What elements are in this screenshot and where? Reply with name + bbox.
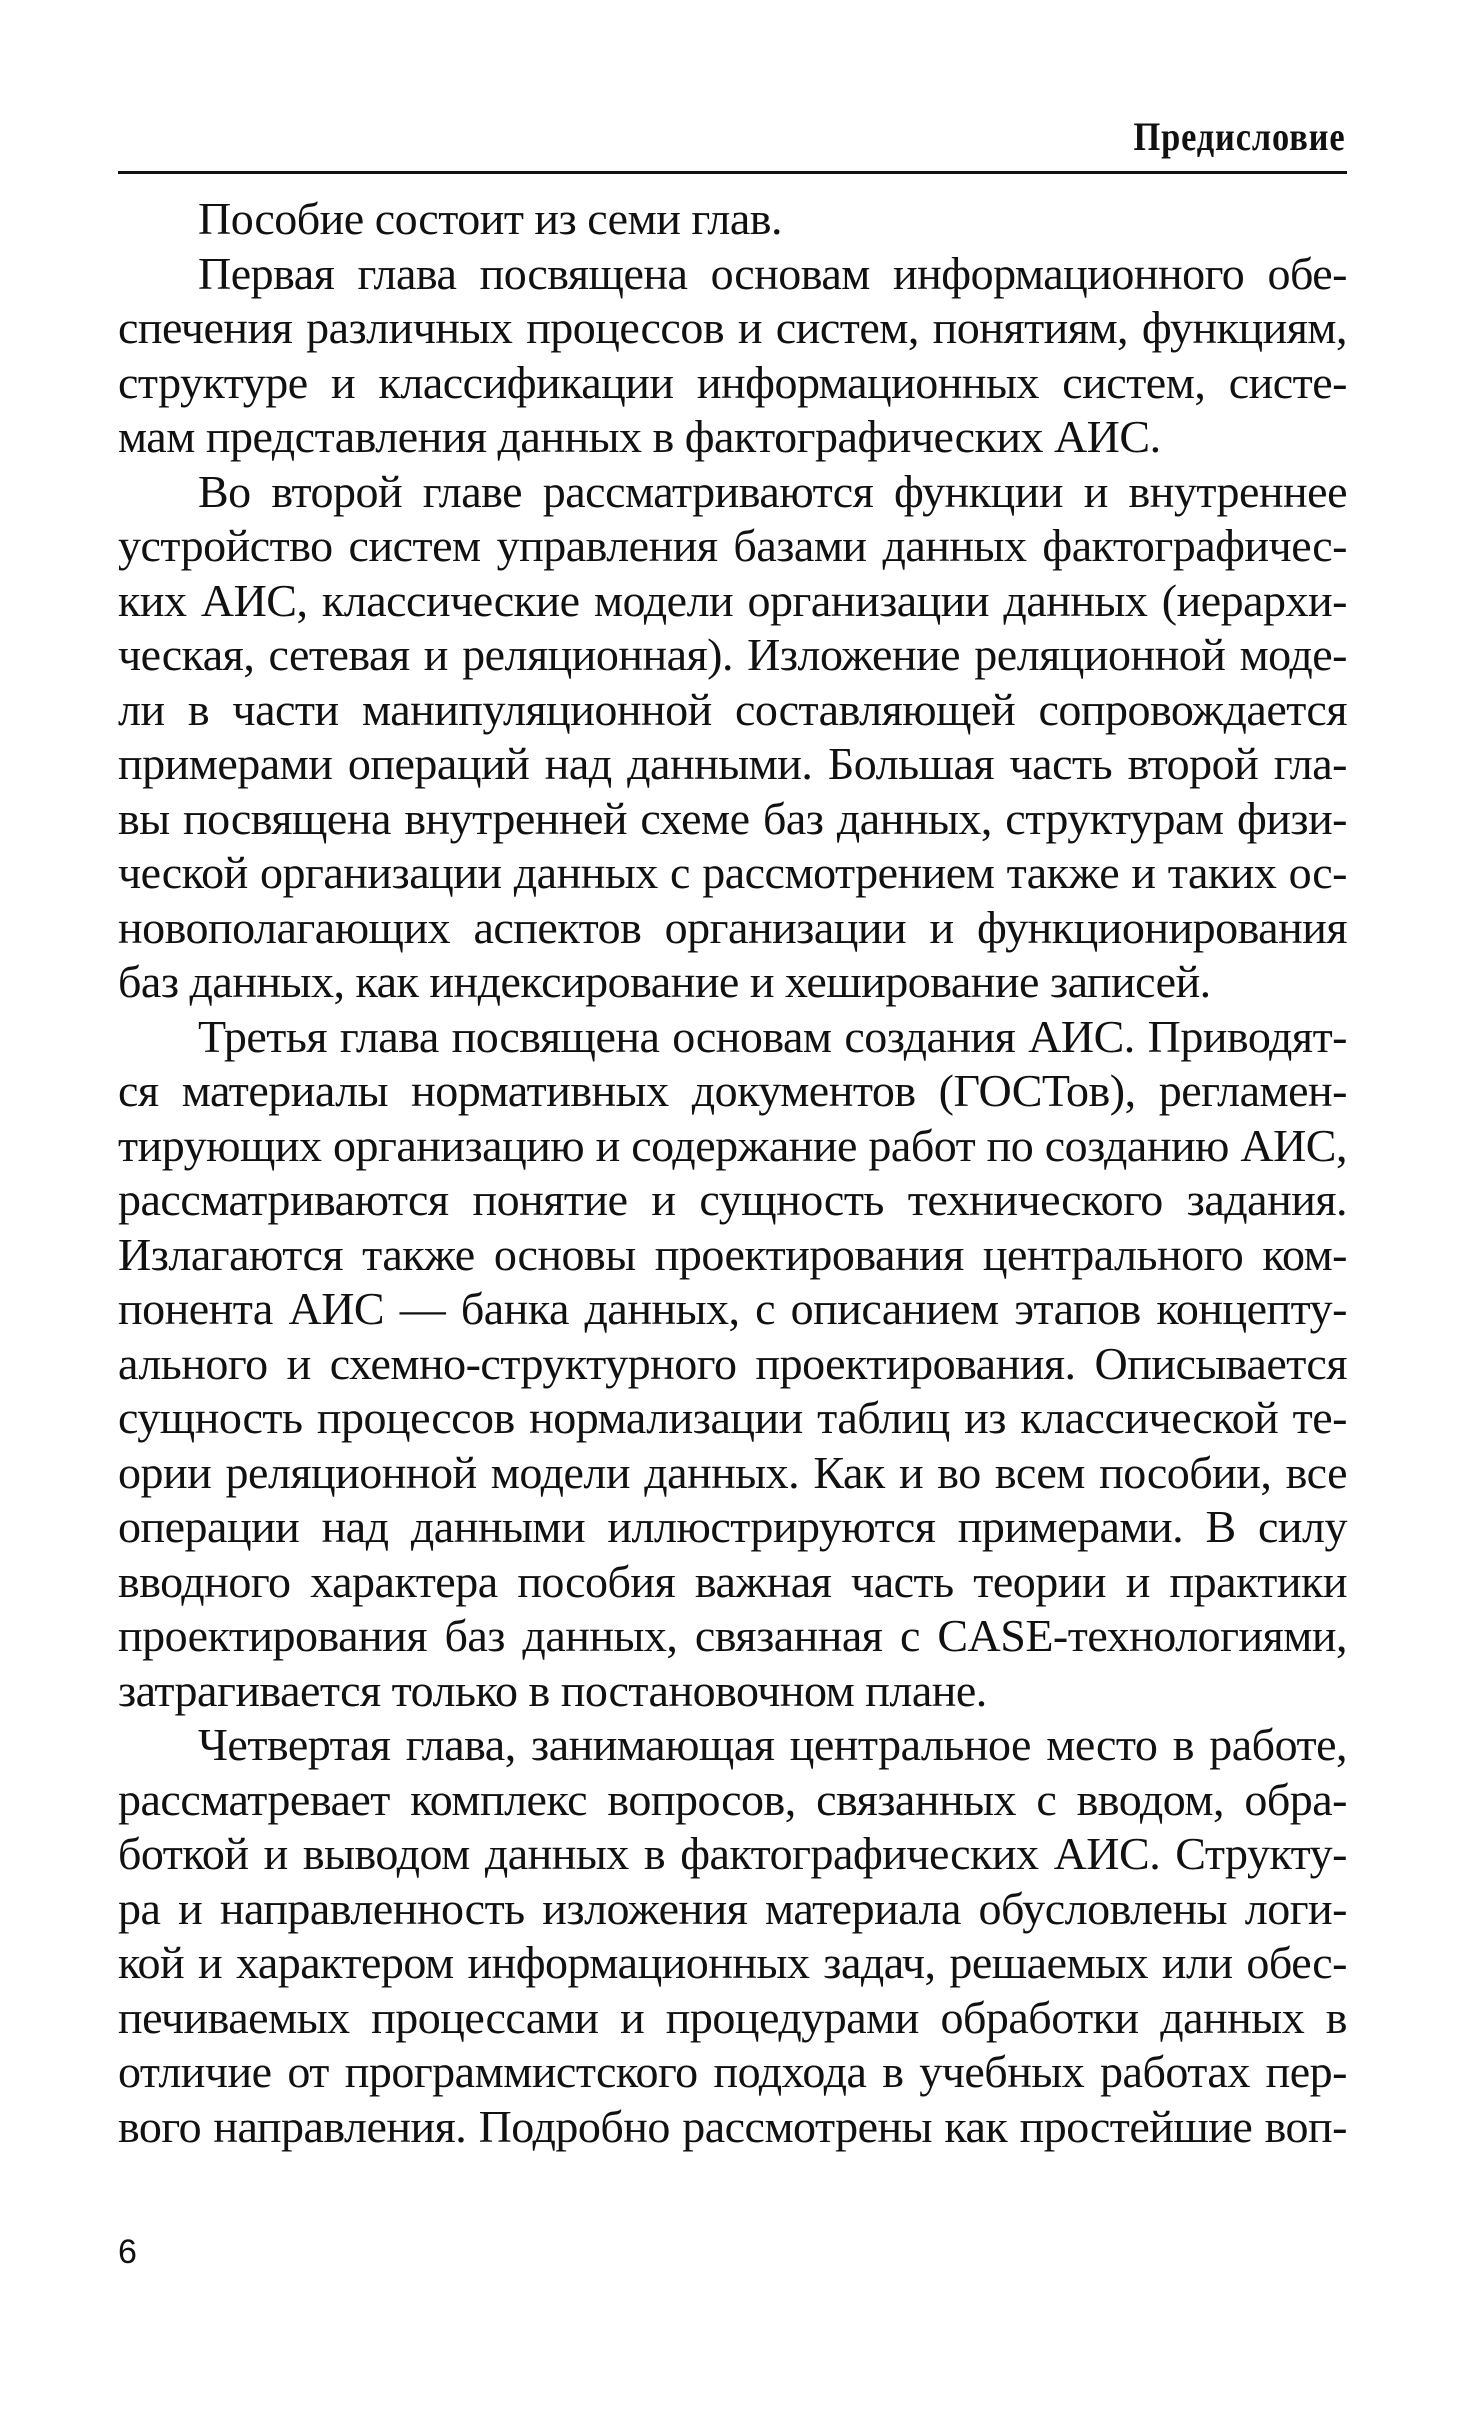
text-line: боткой и выводом данных в фактографических АИС. Структу- <box>118 1828 1347 1879</box>
text-line: рассматриваются понятие и сущность технического задания. <box>118 1174 1347 1225</box>
text-line: новополагающих аспектов организации и функционирования <box>118 901 1347 953</box>
running-header <box>118 113 1347 174</box>
text-line: вводного характера пособия важная часть теории и практики <box>118 1555 1347 1607</box>
text-line: ального и схемно-структурного проектирования. Описывается <box>118 1337 1347 1389</box>
text-line: Четвертая глава, занимающая центральное место в работе, <box>198 1719 1347 1770</box>
text-line: кой и характером информационных задач, решаемых или обес- <box>118 1937 1347 1988</box>
text-line: ра и направленность изложения материала обусловлены логи- <box>118 1882 1347 1934</box>
text-line: ли в части манипуляционной составляющей сопровождается <box>118 683 1347 735</box>
text-line: структуре и классификации информационных систем, систе- <box>118 356 1347 408</box>
body-text <box>118 192 1347 2154</box>
text-line: рассматревает комплекс вопросов, связанных с вводом, обра- <box>118 1773 1347 1825</box>
text-line: ся материалы нормативных документов (ГОСТов), регламен- <box>118 1065 1347 1116</box>
page-number: 6 <box>118 2233 137 2271</box>
text-line: вы посвящена внутренней схеме баз данных, структурам физи- <box>118 792 1347 844</box>
text-line: ории реляционной модели данных. Как и во всем пособии, все <box>118 1446 1347 1498</box>
text-line: печиваемых процессами и процедурами обработки данных в <box>118 1991 1347 2043</box>
text-line: сущность процессов нормализации таблиц из классической те- <box>118 1392 1347 1443</box>
text-line: Во второй главе рассматриваются функции и внутреннее <box>198 465 1347 517</box>
text-line: понента АИС — банка данных, с описанием этапов концепту- <box>118 1283 1347 1334</box>
text-line: Третья глава посвящена основам создания АИС. Приводят- <box>198 1010 1347 1062</box>
text-line: тирующих организацию и содержание работ по созданию АИС, <box>118 1119 1347 1171</box>
text-line: ческой организации данных с рассмотрением также и таких ос- <box>118 847 1347 898</box>
text-line: спечения различных процессов и систем, понятиям, функциям, <box>118 302 1347 353</box>
text-line: отличие от программистского подхода в учебных работах пер- <box>118 2046 1347 2097</box>
text-line: вого направления. Подробно рассмотрены как простейшие воп- <box>118 2100 1347 2152</box>
text-line: ческая, сетевая и реляционная). Изложение реляционной моде- <box>118 629 1347 680</box>
text-line: устройство систем управления базами данных фактографичес- <box>118 520 1347 571</box>
text-line: затрагивается только в постановочном плане. <box>118 1664 987 1716</box>
running-header-title: Предисловие <box>1133 114 1345 159</box>
text-line: примерами операций над данными. Большая часть второй гла- <box>118 738 1347 789</box>
text-line: проектирования баз данных, связанная с CASE-технологиями, <box>118 1610 1347 1661</box>
text-line: Первая глава посвящена основам информационного обе- <box>198 247 1347 299</box>
text-line: баз данных, как индексирование и хеширование записей. <box>118 956 1211 1007</box>
text-line: Пособие состоит из семи глав. <box>198 193 782 244</box>
text-line: операции над данными иллюстрируются примерами. В силу <box>118 1501 1347 1552</box>
text-line: мам представления данных в фактографических АИС. <box>118 411 1161 462</box>
text-line: Излагаются также основы проектирования центрального ком- <box>118 1228 1347 1280</box>
text-line: ких АИС, классические модели организации данных (иерархи- <box>118 574 1347 626</box>
